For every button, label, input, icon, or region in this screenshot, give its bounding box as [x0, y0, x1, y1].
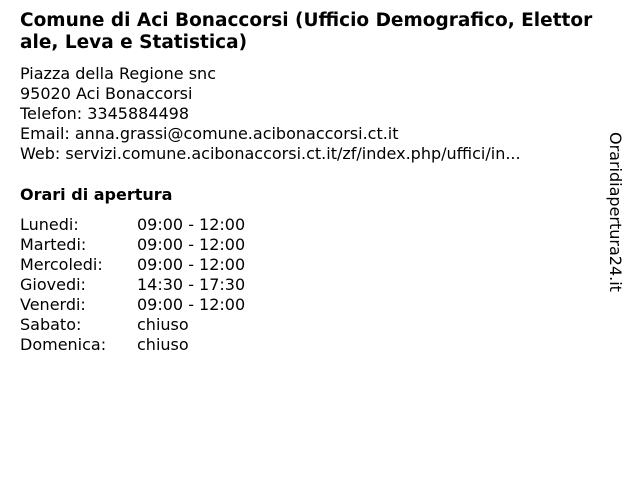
hours-row-friday [20, 295, 245, 315]
day-label: Sabato: [20, 315, 82, 334]
city-postal: 95020 Aci Bonaccorsi [20, 84, 193, 103]
day-label: Martedi: [20, 235, 87, 254]
day-hours: 14:30 - 17:30 [137, 275, 246, 294]
website-link[interactable]: Web: servizi.comune.acibonaccorsi.ct.it/zf/index.php/uffici/in... [20, 144, 521, 163]
address-block [20, 64, 600, 164]
day-label: Mercoledi: [20, 255, 103, 274]
hours-row-wednesday [20, 255, 245, 275]
day-hours: 09:00 - 12:00 [137, 295, 246, 314]
day-hours: 09:00 - 12:00 [137, 255, 246, 274]
office-title: Comune di Aci Bonaccorsi (Ufficio Demografico, Elettorale, Leva e Statistica) [20, 10, 593, 53]
office-card [20, 10, 600, 355]
street-address: Piazza della Regione snc [20, 64, 216, 83]
day-label: Venerdi: [20, 295, 86, 314]
opening-hours-heading: Orari di apertura [20, 185, 173, 204]
day-hours: 09:00 - 12:00 [137, 235, 246, 254]
hours-row-saturday [20, 315, 245, 335]
site-watermark: Oraridiapertura24.it [606, 132, 625, 292]
hours-row-thursday [20, 275, 245, 295]
hours-row-tuesday [20, 235, 245, 255]
day-hours: chiuso [137, 335, 189, 354]
day-label: Giovedi: [20, 275, 86, 294]
day-hours: chiuso [137, 315, 189, 334]
hours-row-sunday [20, 335, 245, 355]
opening-hours-table [20, 215, 245, 355]
hours-row-monday [20, 215, 245, 235]
day-label: Lunedi: [20, 215, 79, 234]
phone-number[interactable]: Telefon: 3345884498 [20, 104, 190, 123]
email-address[interactable]: Email: anna.grassi@comune.acibonaccorsi.ct.it [20, 124, 399, 143]
day-label: Domenica: [20, 335, 107, 354]
day-hours: 09:00 - 12:00 [137, 215, 246, 234]
